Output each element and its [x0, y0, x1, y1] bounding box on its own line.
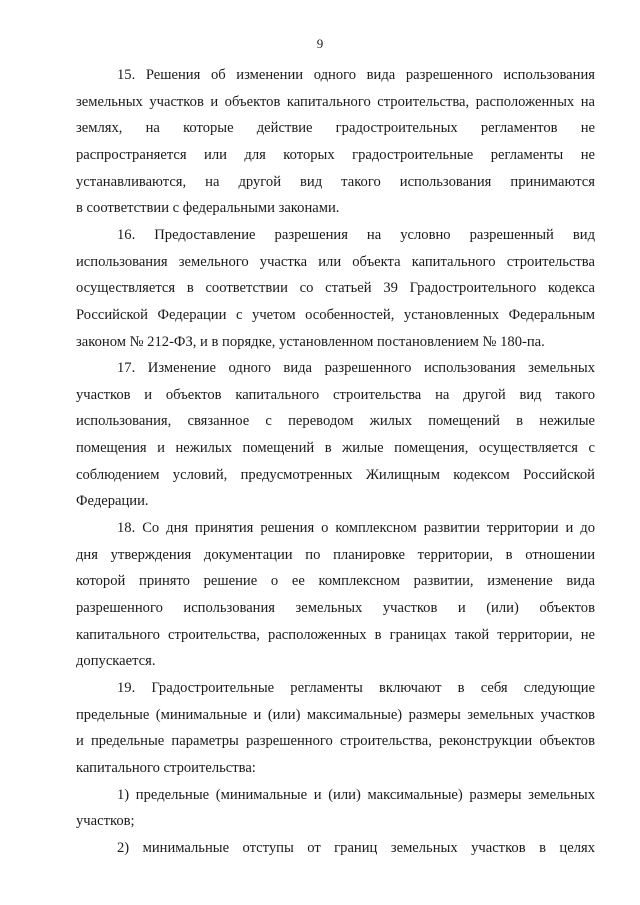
paragraph-line: распространяется или для которых градостроительные регламенты не	[76, 147, 595, 163]
paragraph-first-line: 17. Изменение одного вида разрешенного использования земельных	[117, 360, 595, 376]
paragraph-line: соблюдением условий, предусмотренных Жилищным кодексом Российской	[76, 467, 595, 483]
paragraph-line: устанавливаются, на другой вид такого использования принимаются	[76, 174, 595, 190]
paragraph-line: использования, связанное с переводом жилых помещений в нежилые	[76, 413, 595, 429]
paragraph-first-line: 1) предельные (минимальные и (или) максимальные) размеры земельных	[117, 787, 595, 803]
paragraph-line: Федерации.	[76, 493, 149, 509]
paragraph-line: использования земельного участка или объекта капитального строительства	[76, 254, 595, 270]
paragraph-line: Российской Федерации с учетом особенностей, установленных Федеральным	[76, 307, 595, 323]
paragraph-line: капитального строительства:	[76, 760, 256, 776]
paragraph-line: допускается.	[76, 653, 156, 669]
paragraph-line: участков;	[76, 813, 135, 829]
paragraph-line: в соответствии с федеральными законами.	[76, 200, 340, 216]
paragraph-line: земельных участков и объектов капитального строительства, расположенных на	[76, 94, 595, 110]
paragraph-line: помещения и нежилых помещений в жилые помещения, осуществляется с	[76, 440, 595, 456]
paragraph-line: разрешенного использования земельных участков и (или) объектов	[76, 600, 595, 616]
paragraph-line: капитального строительства, расположенных в границах такой территории, не	[76, 627, 595, 643]
paragraph-line: участков и объектов капитального строительства на другой вид такого	[76, 387, 595, 403]
paragraph-line: дня утверждения документации по планировке территории, в отношении	[76, 547, 595, 563]
paragraph-first-line: 15. Решения об изменении одного вида разрешенного использования	[117, 67, 595, 83]
paragraph-line: и предельные параметры разрешенного строительства, реконструкции объектов	[76, 733, 595, 749]
paragraph-first-line: 2) минимальные отступы от границ земельных участков в целях	[117, 840, 595, 856]
paragraph-first-line: 18. Со дня принятия решения о комплексном развитии территории и до	[117, 520, 595, 536]
paragraph-line: предельные (минимальные и (или) максимальные) размеры земельных участков	[76, 707, 595, 723]
paragraph-line: землях, на которые действие градостроительных регламентов не	[76, 120, 595, 136]
paragraph-line: законом № 212-ФЗ, и в порядке, установленном постановлением № 180-па.	[76, 334, 545, 350]
paragraph-line: осуществляется в соответствии со статьей 39 Градостроительного кодекса	[76, 280, 595, 296]
paragraph-first-line: 16. Предоставление разрешения на условно разрешенный вид	[117, 227, 595, 243]
paragraph-first-line: 19. Градостроительные регламенты включают в себя следующие	[117, 680, 595, 696]
page-number: 9	[316, 36, 324, 51]
paragraph-line: которой принято решение о ее комплексном развитии, изменение вида	[76, 573, 595, 589]
